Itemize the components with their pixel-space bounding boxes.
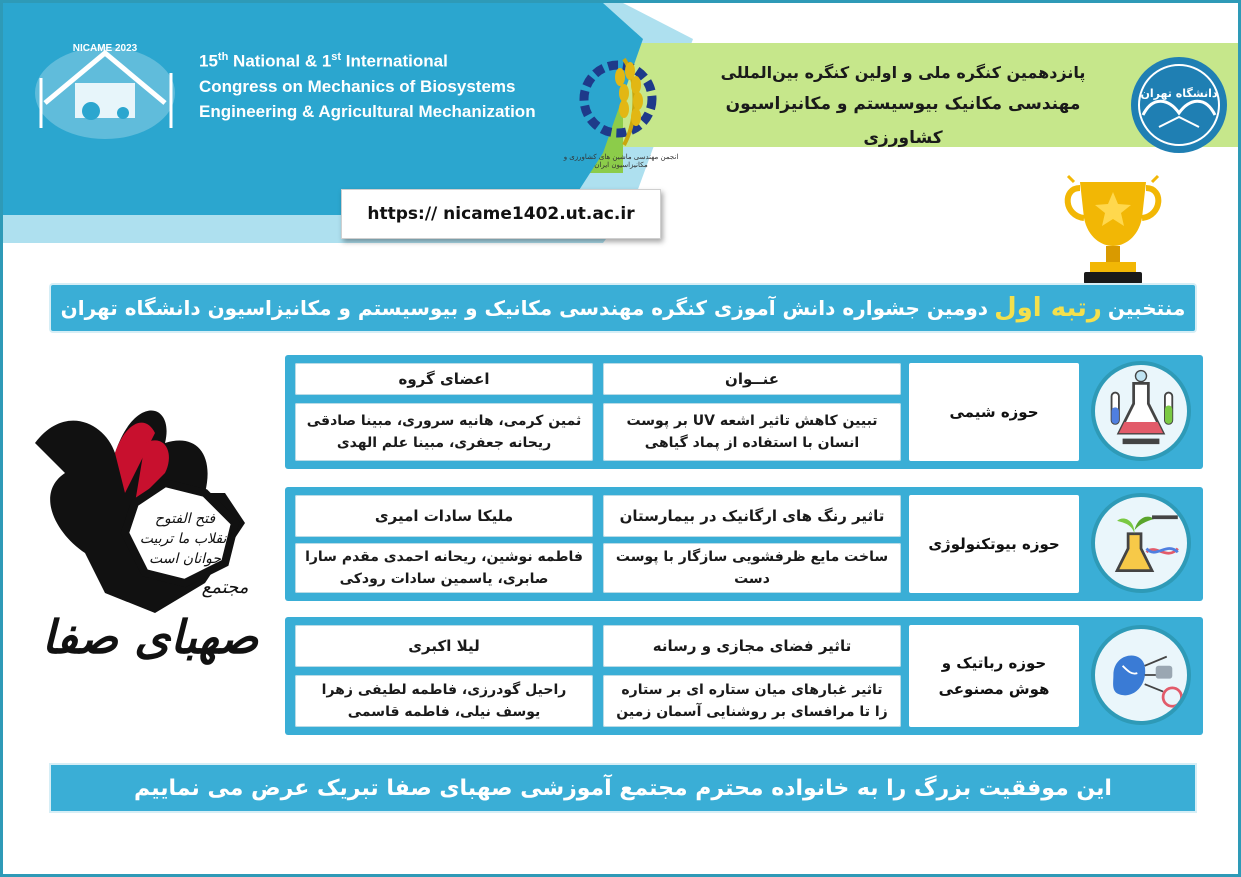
title-cell: تاثیر فضای مجازی و رسانه	[603, 625, 901, 667]
university-logo-text: دانشگاه تهران	[1140, 87, 1218, 100]
title-cell: تاثیر رنگ های ارگانیک در بیمارستان	[603, 495, 901, 537]
supervisor-cell: لیلا اکبری	[295, 625, 593, 667]
safa-brand-big: صهبای صفا	[41, 610, 259, 664]
field-label: حوزه بیوتکنولوژی	[909, 495, 1079, 593]
members-cell: ثمین کرمی، هانیه سروری، مبینا صادقی ریحانه جعفری، مبینا علم الهدی	[295, 403, 593, 461]
members-column-header: اعضای گروه	[295, 363, 593, 395]
english-title-line-1: 15th National & 1st International	[199, 51, 448, 71]
trophy-icon	[1058, 168, 1168, 288]
supervisor-cell: ملیکا سادات امیری	[295, 495, 593, 537]
english-title	[199, 45, 544, 124]
safa-slogan-line-1: فتح الفتوح	[154, 511, 216, 527]
safa-slogan-line-3: جوانان است	[148, 551, 222, 567]
persian-title-line-1: پانزدهمین کنگره ملی و اولین کنگره بین‌المللی	[720, 63, 1086, 82]
safa-slogan-line-2: انقلاب ما تربیت	[139, 531, 231, 547]
nicame-logo-text: NICAME 2023	[72, 43, 138, 54]
members-cell: راحیل گودرزی، فاطمه لطیفی زهرا یوسف نیلی، فاطمه قاسمی	[295, 675, 593, 727]
safa-brand-small: مجتمع	[201, 577, 249, 598]
congress-url-link[interactable]: https:// nicame1402.ut.ac.ir	[341, 189, 661, 239]
robot-brain-icon	[1091, 625, 1191, 725]
table-row	[285, 487, 1203, 601]
biotech-dna-icon	[1091, 493, 1191, 593]
english-title-line-2: Congress on Mechanics of Biosystems	[199, 76, 516, 96]
chemistry-flask-icon	[1091, 361, 1191, 461]
university-of-tehran-logo-icon	[1129, 55, 1229, 155]
banner-after-text: دومین جشواره دانش آموزی کنگره مهندسی مکانیک و بیوسیستم و مکانیزاسیون دانشگاه تهران	[60, 296, 989, 320]
subtitle-cell: تاثیر غبارهای میان ستاره ای بر ستاره زا تا مرافسای بر روشنایی آسمان زمین	[603, 675, 901, 727]
results-table	[285, 355, 1203, 735]
table-row	[285, 355, 1203, 469]
english-title-line-3: Engineering & Agricultural Mechanization	[199, 101, 536, 121]
members-cell: فاطمه نوشین، ریحانه احمدی مقدم سارا صابری، یاسمین سادات رودکی	[295, 543, 593, 593]
nicame-logo-icon	[25, 33, 185, 143]
title-column-header: عنــوان	[603, 363, 901, 395]
association-caption: انجمن مهندسی ماشین های کشاورزی و مکانیزاسیون ایران	[563, 153, 679, 169]
banner-highlight-text: رتبه اول	[994, 293, 1102, 323]
subtitle-cell: ساخت مایع ظرفشویی سازگار با پوست دست	[603, 543, 901, 593]
wheat-gear-logo-icon	[558, 49, 708, 169]
title-cell: تبیین کاهش تاثیر اشعه UV بر پوست انسان با استفاده از پماد گیاهی	[603, 403, 901, 461]
sahbaye-safa-logo-icon	[25, 383, 275, 703]
field-label: حوزه شیمی	[909, 363, 1079, 461]
persian-title-line-2: مهندسی مکانیک بیوسیستم و مکانیزاسیون کشاورزی	[725, 94, 1081, 148]
winners-banner	[51, 285, 1195, 331]
persian-title	[693, 59, 1113, 155]
congratulations-footer: این موفقیت بزرگ را به خانواده محترم مجتمع آموزشی صهبای صفا تبریک عرض می نماییم	[51, 765, 1195, 811]
field-label: حوزه رباتیک و هوش مصنوعی	[909, 625, 1079, 727]
banner-before-text: منتخبین	[1107, 296, 1186, 320]
table-row	[285, 617, 1203, 735]
